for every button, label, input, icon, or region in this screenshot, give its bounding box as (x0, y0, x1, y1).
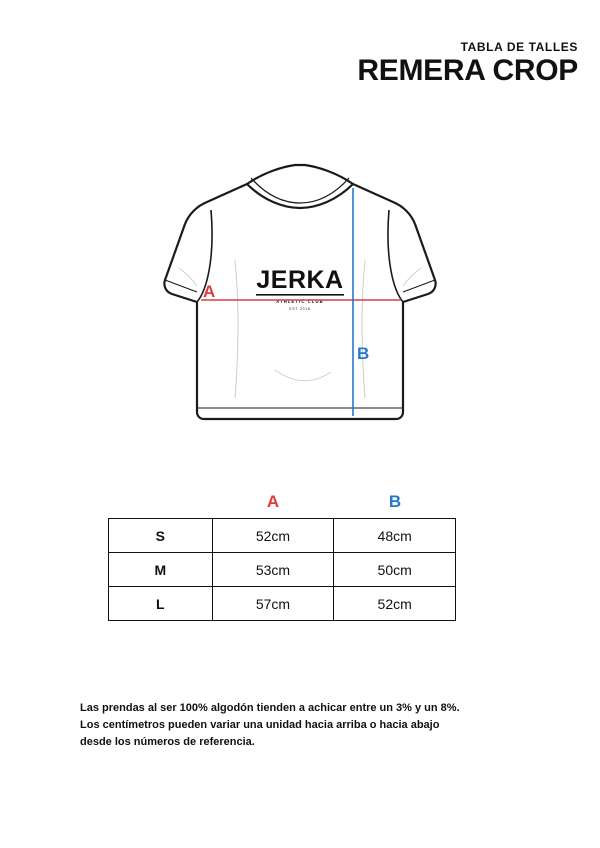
table-row (109, 587, 456, 621)
footnote (80, 700, 530, 751)
footnote-line-1: Las prendas al ser 100% algodón tienden a achicar entre un 3% y un 8%. (80, 702, 460, 714)
measure-label-b: B (357, 344, 370, 363)
footnote-line-2: Los centímetros pueden variar una unidad hacia arriba o hacia abajo (80, 719, 440, 732)
cell-measure-b: 48cm (334, 519, 456, 553)
measure-label-a: A (203, 282, 216, 301)
cell-measure-a: 52cm (212, 519, 334, 553)
brand-wordmark: JERKA (256, 266, 344, 294)
cell-measure-b: 52cm (334, 587, 456, 621)
cell-measure-b: 50cm (334, 553, 456, 587)
page-title: REMERA CROP (357, 54, 578, 87)
brand-est-text: EST 2018 (289, 307, 311, 311)
size-table-header-row (108, 492, 456, 512)
table-row (109, 553, 456, 587)
footnote-line-3: desde los números de referencia. (80, 736, 255, 749)
garment-illustration (0, 140, 600, 460)
cell-size: M (109, 553, 213, 587)
table-row (109, 519, 456, 553)
cell-size: S (109, 519, 213, 553)
size-table (108, 518, 456, 621)
brand-rule-1 (256, 294, 344, 296)
cell-measure-a: 53cm (212, 553, 334, 587)
document-header (357, 40, 578, 86)
document-subtitle: TABLA DE TALLES (460, 40, 578, 54)
brand-subtext: ATHLETIC CLUB (276, 299, 324, 304)
cell-measure-a: 57cm (212, 587, 334, 621)
cell-size: L (109, 587, 213, 621)
column-header-b: B (388, 492, 402, 511)
size-column-header (108, 492, 212, 512)
column-header-a: A (266, 492, 280, 511)
crop-tee-diagram (135, 140, 465, 440)
